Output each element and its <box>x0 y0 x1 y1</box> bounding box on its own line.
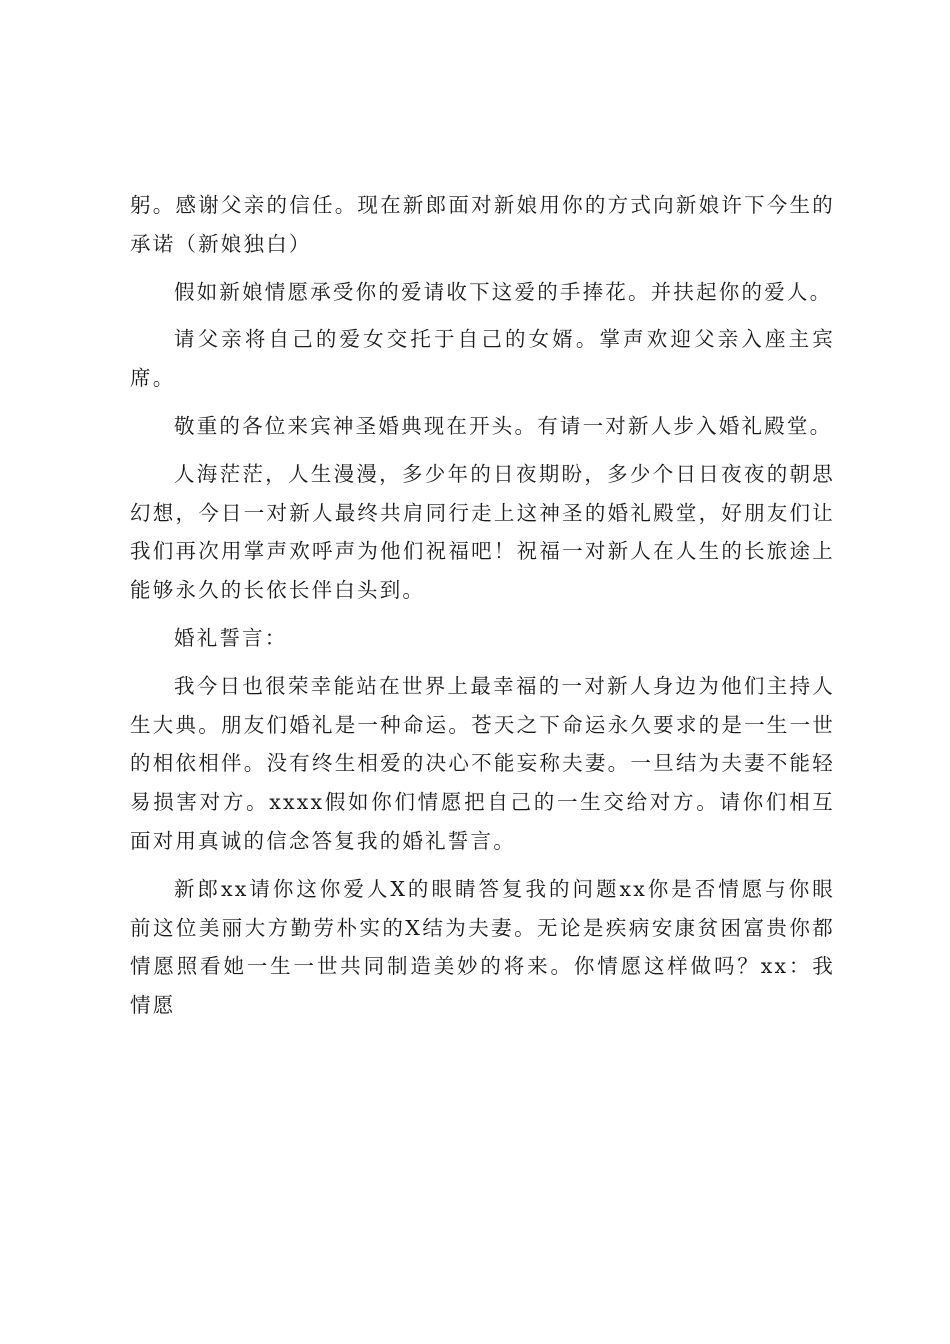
paragraph-ceremony-start: 敬重的各位来宾神圣婚典现在开头。有请一对新人步入婚礼殿堂。 <box>174 413 833 438</box>
paragraph-bouquet: 假如新娘情愿承受你的爱请收下这爱的手捧花。并扶起你的爱人。 <box>174 279 833 304</box>
paragraph-groom-vow: 新郎xx请你这你爱人X的眼睛答复我的问题xx你是否情愿与你眼前这位美丽大方勤劳朴实的X结为夫妻。无论是疾病安康贫困富贵你都情愿照看她一生一世共同制造美妙的将来。你情愿这样做吗？xx：我情愿 <box>130 876 835 1018</box>
paragraph-vows-intro: 我今日也很荣幸能站在世界上最幸福的一对新人身边为他们主持人生大典。朋友们婚礼是一种命运。苍天之下命运永久要求的是一生一世的相依相伴。没有终生相爱的决心不能妄称夫妻。一旦结为夫妻不能轻易损害对方。xxxx假如你们情愿把自己的一生交给对方。请你们相互面对用真诚的信念答复我的婚礼誓言。 <box>130 673 835 853</box>
paragraph-vows-heading: 婚礼誓言： <box>174 625 288 650</box>
paragraph-blessing: 人海茫茫，人生漫漫，多少年的日夜期盼，多少个日日夜夜的朝思幻想，今日一对新人最终共肩同行走上这神圣的婚礼殿堂，好朋友们让我们再次用掌声欢呼声为他们祝福吧！祝福一对新人在人生的长旅途上能够永久的长依长伴白头到。 <box>130 461 835 603</box>
paragraph-continuation: 躬。感谢父亲的信任。现在新郎面对新娘用你的方式向新娘许下今生的承诺（新娘独白） <box>130 193 835 256</box>
paragraph-father: 请父亲将自己的爱女交托于自己的女婿。掌声欢迎父亲入座主宾席。 <box>130 327 835 391</box>
document-body <box>130 186 835 1034</box>
